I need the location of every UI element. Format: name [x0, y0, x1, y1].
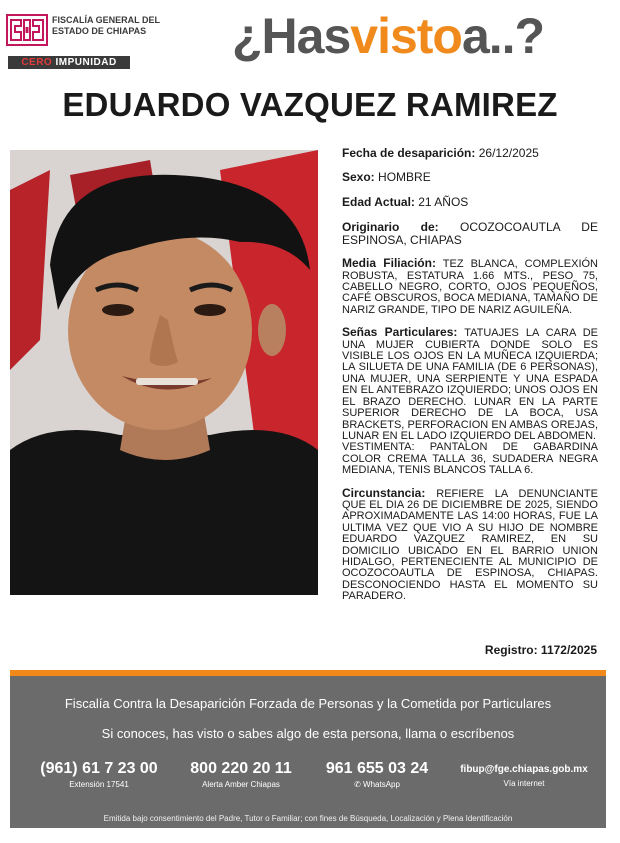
sexo-row [342, 172, 598, 183]
fecha-row [342, 148, 598, 159]
origen-value: OCOZOCOAUTLA DE ESPINOSA, CHIAPAS [342, 220, 598, 248]
footer-subtitle: Si conoces, has visto o sabes algo de esta persona, llama o escríbenos [101, 726, 515, 741]
phone-number: 800 220 20 11 [190, 760, 292, 777]
email-caption: Vía internet [503, 779, 545, 788]
phone-caption: Extensión 17541 [69, 780, 129, 789]
contact-email[interactable] [446, 764, 602, 788]
impunidad-text: IMPUNIDAD [55, 57, 117, 68]
senas-value: TATUAJES LA CARA DE UNA MUJER CUBIERTA DONDE SOLO ES VISIBLE LOS OJOS EN LA MUÑECA IZQUIERDA; LA SILUETA DE UNA FAMILIA (DE 6 PERSONAS), UNA MUJER, UNA SERPIENTE Y UNA ESPADA EN EL ANTEBRAZO IZQUIERDO; UNOS OJOS EN EL BRAZO DERECHO. LUNAR EN LA PARTE SUPERIOR DERECHO DE LA BOCA, USA BRACKETS, PERFORACION EN AMBAS OREJAS, LUNAR EN EL LADO IZQUIERDO DEL ABDOMEN. [342, 327, 598, 442]
registro-number: Registro: 1172/2025 [484, 643, 597, 657]
whatsapp-icon: ✆ [354, 780, 361, 789]
vestimenta-row: VESTIMENTA: PANTALON DE GABARDINA COLOR CREMA TALLA 36, SUDADERA NEGRA MEDIANA, TENIS BLANCOS TALLA 6. [342, 441, 598, 477]
contact-phone-2[interactable] [176, 760, 306, 789]
origen-row [342, 221, 598, 247]
senas-label: Señas Particulares: [342, 325, 458, 340]
contact-footer [10, 676, 606, 828]
filiacion-value: TEZ BLANCA, COMPLEXIÓN ROBUSTA, ESTATURA 1.66 MTS., PESO 75, CABELLO NEGRO, CORTO, OJOS PEQUEÑOS, CAFÉ OBSCUROS, BOCA MEDIANA, TAMAÑO DE NARIZ GRANDE, TIPO DE NARIZ AGUILEÑA. [342, 258, 598, 316]
fge-logo-icon [6, 14, 48, 46]
circunstancia-label: Circunstancia: [342, 485, 426, 500]
phone-caption: Alerta Amber Chiapas [202, 780, 280, 789]
edad-value: 21 AÑOS [418, 194, 469, 209]
edad-label: Edad Actual: [342, 194, 415, 209]
edad-row [342, 194, 598, 209]
whatsapp-caption [312, 780, 442, 789]
has-visto-slogan [232, 6, 544, 66]
cero-text: CERO [21, 57, 53, 68]
circunstancia-row [342, 485, 598, 603]
whatsapp-label: WhatsApp [363, 780, 400, 789]
portrait-illustration [10, 150, 318, 595]
origen-label: Originario de: [342, 220, 439, 235]
sexo-value: HOMBRE [378, 170, 431, 185]
senas-row [342, 327, 598, 442]
slogan-has: ¿Has [232, 8, 351, 64]
footer-title: Fiscalía Contra la Desaparición Forzada de Personas y la Cometida por Particulares [64, 696, 552, 711]
consent-note: Emitida bajo consentimiento del Padre, Tutor o Familiar; con fines de Búsqueda, Localización y Plena Identificación [103, 814, 513, 823]
circunstancia-value: REFIERE LA DENUNCIANTE QUE EL DIA 26 DE DICIEMBRE DE 2025, SIENDO APROXIMADAMENTE LAS 14:00 HORAS, FUE LA ULTIMA VEZ QUE VIO A SU HIJO DE NOMBRE EDUARDO VAZQUEZ RAMIREZ, EN SU DOMICILIO UBICADO EN EL BARRIO UNION HIDALGO, PERTENECIENTE AL MUNICIPIO DE OCOZOCOAUTLA DE ESPINOSA, CHIAPAS. DESCONOCIENDO HASTA EL MOMENTO SU PARADERO. [342, 487, 598, 603]
phone-number: 961 655 03 24 [325, 760, 429, 777]
person-name: EDUARDO VAZQUEZ RAMIREZ [62, 86, 558, 123]
contact-phone-1[interactable] [24, 760, 174, 789]
sexo-label: Sexo: [342, 170, 375, 185]
fecha-value: 26/12/2025 [478, 146, 539, 160]
contact-whatsapp[interactable] [312, 760, 442, 789]
org-name: FISCALÍA GENERAL DEL ESTADO DE CHIAPAS [52, 15, 160, 36]
fecha-label: Fecha de desaparición: [342, 146, 476, 160]
cero-impunidad-badge [8, 56, 130, 69]
slogan-a: a..? [461, 8, 545, 64]
details-panel [342, 148, 598, 614]
filiacion-row [342, 258, 598, 316]
phone-number: (961) 61 7 23 00 [40, 760, 158, 777]
person-photo [10, 150, 318, 595]
slogan-visto: visto [350, 8, 462, 64]
email-address: fibup@fge.chiapas.gob.mx [460, 764, 588, 775]
filiacion-label: Media Filiación: [342, 256, 436, 271]
